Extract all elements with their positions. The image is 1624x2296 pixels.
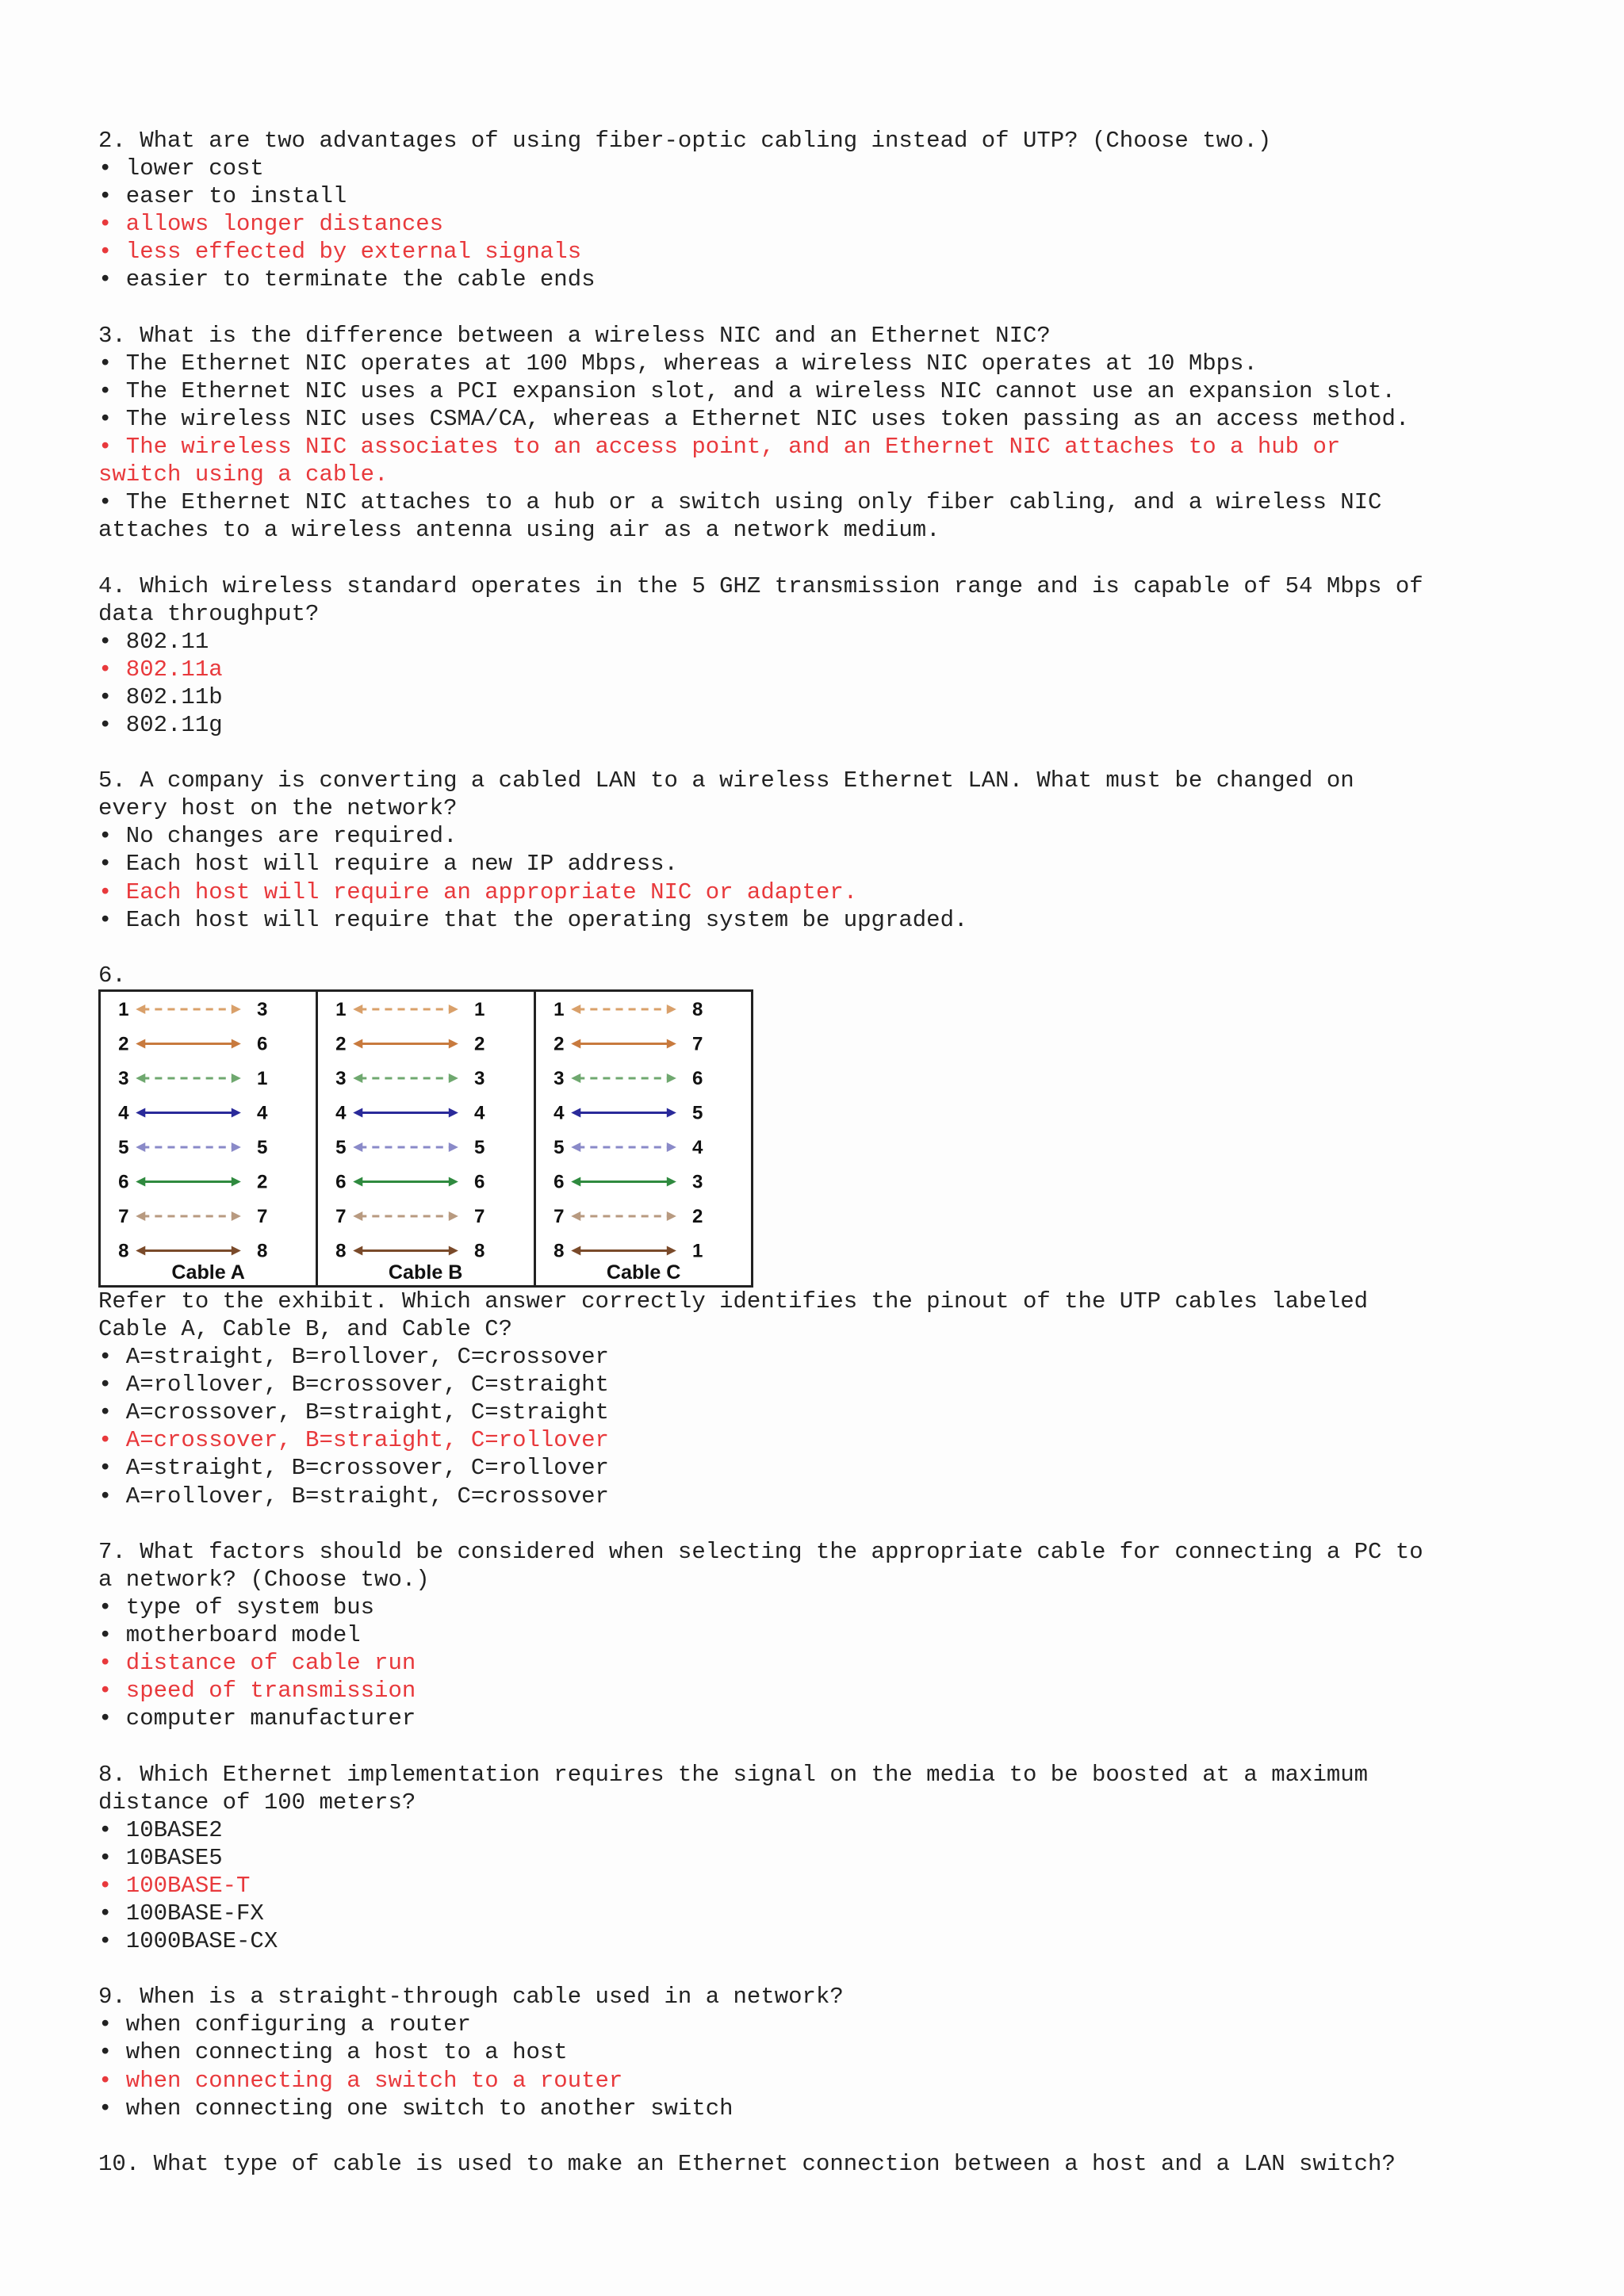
question-stem: a network? (Choose two.) bbox=[98, 1566, 430, 1593]
option: • easer to install bbox=[98, 183, 347, 210]
pin-number-left: 1 bbox=[335, 998, 347, 1020]
wire-arrowhead bbox=[136, 1108, 145, 1117]
wire-arrowhead bbox=[232, 1211, 241, 1221]
pin-number-left: 1 bbox=[118, 998, 129, 1020]
pin-number-right: 6 bbox=[691, 1067, 703, 1089]
question-stem: 6. bbox=[98, 962, 126, 989]
wire-arrowhead bbox=[449, 1108, 458, 1117]
wire-arrowhead bbox=[232, 1177, 241, 1186]
option: • A=crossover, B=straight, C=straight bbox=[98, 1399, 609, 1426]
cable-caption: Cable C bbox=[606, 1261, 681, 1284]
spacer bbox=[98, 2122, 1526, 2150]
cable-caption: Cable A bbox=[171, 1261, 245, 1284]
wire-arrowhead bbox=[449, 1246, 458, 1255]
pin-number-right: 3 bbox=[691, 1171, 703, 1193]
wire-arrowhead bbox=[571, 1246, 580, 1255]
question-stem: every host on the network? bbox=[98, 795, 458, 822]
correct-option: • 100BASE-T bbox=[98, 1872, 251, 1899]
correct-option: • distance of cable run bbox=[98, 1650, 416, 1677]
pin-number-right: 3 bbox=[474, 1067, 485, 1089]
quiz-page bbox=[98, 127, 1526, 2178]
pin-number-left: 3 bbox=[118, 1067, 129, 1089]
option: • A=rollover, B=crossover, C=straight bbox=[98, 1372, 609, 1399]
pin-number-right: 7 bbox=[256, 1205, 268, 1227]
pin-number-left: 2 bbox=[118, 1033, 129, 1055]
question-stem: data throughput? bbox=[98, 600, 320, 627]
pin-number-right: 2 bbox=[691, 1205, 703, 1227]
correct-option: • 802.11a bbox=[98, 656, 223, 683]
wire-arrowhead bbox=[571, 1073, 580, 1083]
question-block bbox=[98, 1538, 1526, 1733]
wire-arrowhead bbox=[232, 1073, 241, 1083]
pinout-diagram bbox=[318, 992, 533, 1285]
pin-number-right: 8 bbox=[474, 1240, 485, 1262]
wire-arrowhead bbox=[354, 1004, 363, 1014]
pin-number-left: 2 bbox=[335, 1033, 347, 1055]
spacer bbox=[98, 1732, 1526, 1760]
option: • The Ethernet NIC operates at 100 Mbps, whereas a wireless NIC operates at 10 Mbps. bbox=[98, 350, 1258, 377]
pin-number-left: 4 bbox=[335, 1102, 347, 1124]
pin-number-left: 8 bbox=[118, 1240, 129, 1262]
wire-arrowhead bbox=[354, 1073, 363, 1083]
question-block bbox=[98, 572, 1526, 740]
pin-number-left: 3 bbox=[335, 1067, 347, 1089]
pin-number-left: 5 bbox=[553, 1136, 565, 1158]
pin-number-left: 4 bbox=[118, 1102, 129, 1124]
cable-panel bbox=[536, 992, 751, 1285]
wire-arrowhead bbox=[571, 1211, 580, 1221]
cable-panel bbox=[318, 992, 535, 1285]
pin-number-left: 2 bbox=[553, 1033, 565, 1055]
wire-arrowhead bbox=[354, 1177, 363, 1186]
option: • lower cost bbox=[98, 155, 264, 182]
question-stem: 8. Which Ethernet implementation requires the signal on the media to be boosted at a maximum bbox=[98, 1761, 1369, 1788]
correct-option: • speed of transmission bbox=[98, 1678, 416, 1705]
wire-arrowhead bbox=[571, 1004, 580, 1014]
pin-number-right: 1 bbox=[691, 1240, 703, 1262]
wire-arrowhead bbox=[571, 1108, 580, 1117]
spacer bbox=[98, 1955, 1526, 1983]
wire-arrowhead bbox=[449, 1211, 458, 1221]
pin-number-right: 2 bbox=[256, 1171, 268, 1193]
pin-number-right: 2 bbox=[474, 1033, 485, 1055]
option: • 802.11b bbox=[98, 683, 223, 710]
question-block bbox=[98, 767, 1526, 934]
question-block bbox=[98, 2150, 1526, 2178]
wire-arrowhead bbox=[354, 1142, 363, 1152]
correct-option: • A=crossover, B=straight, C=rollover bbox=[98, 1427, 609, 1454]
option: • when configuring a router bbox=[98, 2011, 471, 2038]
question-stem: 9. When is a straight-through cable used in a network? bbox=[98, 1984, 844, 2011]
option: • when connecting a host to a host bbox=[98, 2039, 568, 2066]
wire-arrowhead bbox=[232, 1246, 241, 1255]
question-stem: Cable A, Cable B, and Cable C? bbox=[98, 1316, 513, 1342]
pin-number-left: 7 bbox=[553, 1205, 565, 1227]
pin-number-left: 6 bbox=[118, 1171, 129, 1193]
wire-arrowhead bbox=[571, 1142, 580, 1152]
question-block bbox=[98, 1761, 1526, 1956]
option: • computer manufacturer bbox=[98, 1705, 416, 1732]
wire-arrowhead bbox=[449, 1004, 458, 1014]
wire-arrowhead bbox=[136, 1246, 145, 1255]
pin-number-right: 1 bbox=[474, 998, 485, 1020]
pin-number-left: 3 bbox=[553, 1067, 565, 1089]
pin-number-right: 8 bbox=[256, 1240, 268, 1262]
question-block bbox=[98, 127, 1526, 294]
wire-arrowhead bbox=[354, 1039, 363, 1048]
wire-arrowhead bbox=[136, 1073, 145, 1083]
question-stem: 2. What are two advantages of using fiber-optic cabling instead of UTP? (Choose two.) bbox=[98, 128, 1272, 154]
spacer bbox=[98, 1510, 1526, 1538]
wire-arrowhead bbox=[666, 1177, 676, 1186]
option: • Each host will require a new IP address. bbox=[98, 851, 678, 878]
option: • 10BASE2 bbox=[98, 1816, 223, 1843]
pin-number-right: 3 bbox=[256, 998, 268, 1020]
wire-arrowhead bbox=[136, 1177, 145, 1186]
correct-option: • less effected by external signals bbox=[98, 239, 582, 266]
correct-option: • when connecting a switch to a router bbox=[98, 2067, 623, 2094]
pinout-diagram bbox=[101, 992, 316, 1285]
question-stem: distance of 100 meters? bbox=[98, 1789, 416, 1816]
question-stem: Refer to the exhibit. Which answer correctly identifies the pinout of the UTP cables labeled bbox=[98, 1288, 1369, 1314]
option: • The Ethernet NIC uses a PCI expansion slot, and a wireless NIC cannot use an expansion slot. bbox=[98, 377, 1396, 404]
wire-arrowhead bbox=[449, 1039, 458, 1048]
correct-option: • allows longer distances bbox=[98, 211, 444, 238]
cable-panel bbox=[101, 992, 318, 1285]
question-stem: 4. Which wireless standard operates in the 5 GHZ transmission range and is capable of 54 Mbps of bbox=[98, 572, 1423, 599]
wire-arrowhead bbox=[666, 1108, 676, 1117]
option: • type of system bus bbox=[98, 1594, 375, 1621]
correct-option: • The wireless NIC associates to an access point, and an Ethernet NIC attaches to a hub or bbox=[98, 434, 1341, 461]
option: • easier to terminate the cable ends bbox=[98, 266, 596, 293]
wire-arrowhead bbox=[666, 1211, 676, 1221]
wire-arrowhead bbox=[232, 1004, 241, 1014]
pin-number-right: 6 bbox=[474, 1171, 485, 1193]
option: • 1000BASE-CX bbox=[98, 1928, 278, 1955]
pin-number-left: 6 bbox=[553, 1171, 565, 1193]
option: • when connecting one switch to another switch bbox=[98, 2095, 733, 2122]
wire-arrowhead bbox=[666, 1142, 676, 1152]
cable-pinout-exhibit bbox=[98, 989, 753, 1288]
pin-number-left: 7 bbox=[118, 1205, 129, 1227]
wire-arrowhead bbox=[449, 1142, 458, 1152]
wire-arrowhead bbox=[232, 1108, 241, 1117]
wire-arrowhead bbox=[354, 1211, 363, 1221]
pin-number-right: 5 bbox=[691, 1102, 703, 1124]
pin-number-left: 6 bbox=[335, 1171, 347, 1193]
pin-number-right: 4 bbox=[691, 1136, 703, 1158]
question-stem: 10. What type of cable is used to make an Ethernet connection between a host and a LAN switch? bbox=[98, 2150, 1396, 2177]
option: • A=straight, B=rollover, C=crossover bbox=[98, 1344, 609, 1371]
wire-arrowhead bbox=[666, 1246, 676, 1255]
pin-number-left: 5 bbox=[118, 1136, 129, 1158]
pin-number-right: 7 bbox=[691, 1033, 703, 1055]
pinout-diagram bbox=[536, 992, 751, 1285]
pin-number-right: 8 bbox=[691, 998, 703, 1020]
spacer bbox=[98, 544, 1526, 572]
option: • A=straight, B=crossover, C=rollover bbox=[98, 1455, 609, 1482]
question-block bbox=[98, 962, 1526, 1510]
correct-option: switch using a cable. bbox=[98, 461, 389, 488]
wire-arrowhead bbox=[666, 1039, 676, 1048]
question-block bbox=[98, 322, 1526, 545]
wire-arrowhead bbox=[354, 1108, 363, 1117]
option: • A=rollover, B=straight, C=crossover bbox=[98, 1483, 609, 1510]
option: • 802.11g bbox=[98, 711, 223, 738]
wire-arrowhead bbox=[232, 1039, 241, 1048]
pin-number-left: 8 bbox=[553, 1240, 565, 1262]
wire-arrowhead bbox=[666, 1073, 676, 1083]
question-stem: 7. What factors should be considered when selecting the appropriate cable for connecting a PC to bbox=[98, 1538, 1423, 1565]
option: • motherboard model bbox=[98, 1622, 361, 1649]
wire-arrowhead bbox=[666, 1004, 676, 1014]
question-stem: 5. A company is converting a cabled LAN to a wireless Ethernet LAN. What must be changed on bbox=[98, 767, 1354, 794]
wire-arrowhead bbox=[449, 1073, 458, 1083]
pin-number-right: 1 bbox=[256, 1067, 268, 1089]
option: • The Ethernet NIC attaches to a hub or a switch using only fiber cabling, and a wireless NIC bbox=[98, 489, 1382, 516]
option: • No changes are required. bbox=[98, 823, 458, 850]
wire-arrowhead bbox=[136, 1142, 145, 1152]
pin-number-left: 7 bbox=[335, 1205, 347, 1227]
pin-number-left: 8 bbox=[335, 1240, 347, 1262]
wire-arrowhead bbox=[571, 1039, 580, 1048]
cable-caption: Cable B bbox=[389, 1261, 463, 1284]
wire-arrowhead bbox=[354, 1246, 363, 1255]
spacer bbox=[98, 294, 1526, 322]
question-block bbox=[98, 1983, 1526, 2122]
option: • 802.11 bbox=[98, 628, 209, 655]
pin-number-left: 5 bbox=[335, 1136, 347, 1158]
wire-arrowhead bbox=[449, 1177, 458, 1186]
wire-arrowhead bbox=[571, 1177, 580, 1186]
pin-number-left: 4 bbox=[553, 1102, 565, 1124]
spacer bbox=[98, 934, 1526, 962]
wire-arrowhead bbox=[136, 1211, 145, 1221]
pin-number-right: 4 bbox=[474, 1102, 485, 1124]
wire-arrowhead bbox=[232, 1142, 241, 1152]
option: • Each host will require that the operating system be upgraded. bbox=[98, 906, 968, 933]
correct-option: • Each host will require an appropriate NIC or adapter. bbox=[98, 878, 858, 905]
pin-number-right: 5 bbox=[474, 1136, 485, 1158]
option: • 100BASE-FX bbox=[98, 1900, 264, 1927]
wire-arrowhead bbox=[136, 1039, 145, 1048]
question-stem: 3. What is the difference between a wireless NIC and an Ethernet NIC? bbox=[98, 322, 1051, 349]
option: • The wireless NIC uses CSMA/CA, whereas a Ethernet NIC uses token passing as an access method. bbox=[98, 405, 1410, 432]
spacer bbox=[98, 739, 1526, 767]
pin-number-left: 1 bbox=[553, 998, 565, 1020]
option: attaches to a wireless antenna using air as a network medium. bbox=[98, 517, 940, 544]
pin-number-right: 6 bbox=[256, 1033, 268, 1055]
pin-number-right: 7 bbox=[474, 1205, 485, 1227]
pin-number-right: 5 bbox=[256, 1136, 268, 1158]
option: • 10BASE5 bbox=[98, 1844, 223, 1871]
wire-arrowhead bbox=[136, 1004, 145, 1014]
pin-number-right: 4 bbox=[256, 1102, 268, 1124]
